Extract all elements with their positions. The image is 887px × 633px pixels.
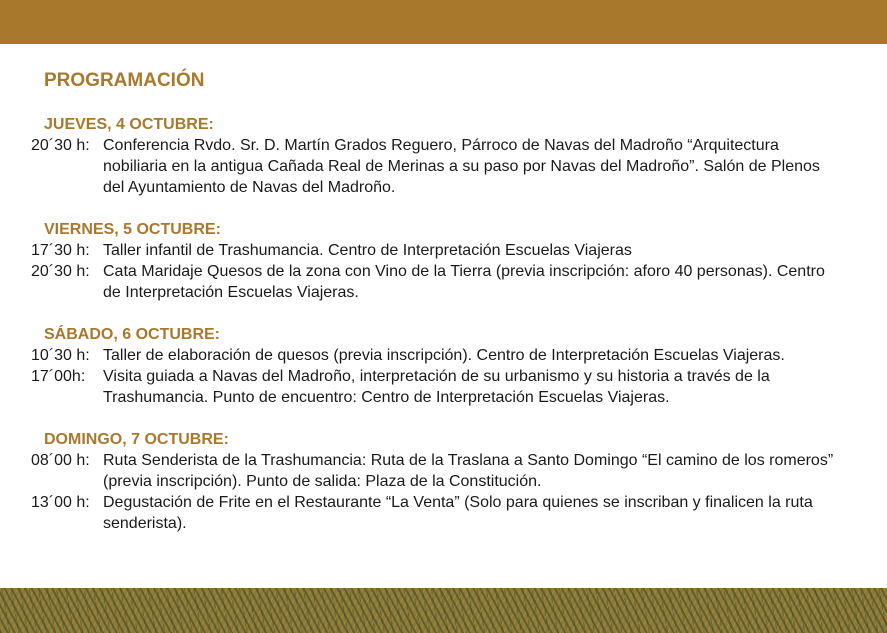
bottom-decorative-band <box>0 588 887 633</box>
schedule-entry <box>31 450 844 492</box>
day-sunday <box>31 429 844 534</box>
day-thursday <box>31 114 844 198</box>
day-heading: VIERNES, 5 OCTUBRE: <box>44 221 221 238</box>
top-decorative-band <box>0 0 887 44</box>
entry-description: Ruta Senderista de la Trashumancia: Ruta de la Traslana a Santo Domingo “El camino de los romeros” (previa inscripción). Punto de salida: Plaza de la Constitución. <box>103 452 834 490</box>
entry-time: 13´00 h: <box>31 494 90 511</box>
entry-description: Taller de elaboración de quesos (previa inscripción). Centro de Interpretación Escuelas Viajeras. <box>103 347 785 364</box>
entry-description: Conferencia Rvdo. Sr. D. Martín Grados Reguero, Párroco de Navas del Madroño “Arquitectura nobiliaria en la antigua Cañada Real de Merinas a su paso por Navas del Madroño”. Salón de Plenos del Ayuntamiento de Navas del Madroño. <box>103 137 820 196</box>
schedule-entry <box>31 135 844 198</box>
entry-description: Degustación de Frite en el Restaurante “La Venta” (Solo para quienes se inscriban y finalicen la ruta senderista). <box>103 494 813 532</box>
schedule-entry <box>31 492 844 534</box>
schedule-entry <box>31 240 844 261</box>
entry-time: 17´00h: <box>31 368 86 385</box>
schedule-entry <box>31 366 844 408</box>
entry-time: 08´00 h: <box>31 452 90 469</box>
entry-time: 17´30 h: <box>31 242 90 259</box>
entry-description: Taller infantil de Trashumancia. Centro de Interpretación Escuelas Viajeras <box>103 242 632 259</box>
day-heading: DOMINGO, 7 OCTUBRE: <box>44 431 229 448</box>
entry-description: Cata Maridaje Quesos de la zona con Vino de la Tierra (previa inscripción: aforo 40 personas). Centro de Interpretación Escuelas Viajeras. <box>103 263 825 301</box>
page-title: PROGRAMACIÓN <box>44 70 205 91</box>
entry-time: 20´30 h: <box>31 263 90 280</box>
day-heading: JUEVES, 4 OCTUBRE: <box>44 116 214 133</box>
entry-time: 10´30 h: <box>31 347 90 364</box>
schedule-entry <box>31 261 844 303</box>
schedule-entry <box>31 345 844 366</box>
entry-description: Visita guiada a Navas del Madroño, interpretación de su urbanismo y su historia a través de la Trashumancia. Punto de encuentro: Centro de Interpretación Escuelas Viajeras. <box>103 368 770 406</box>
day-friday <box>31 219 844 303</box>
day-saturday <box>31 324 844 408</box>
entry-time: 20´30 h: <box>31 137 90 154</box>
program-content <box>31 70 844 555</box>
day-heading: SÁBADO, 6 OCTUBRE: <box>44 326 221 343</box>
